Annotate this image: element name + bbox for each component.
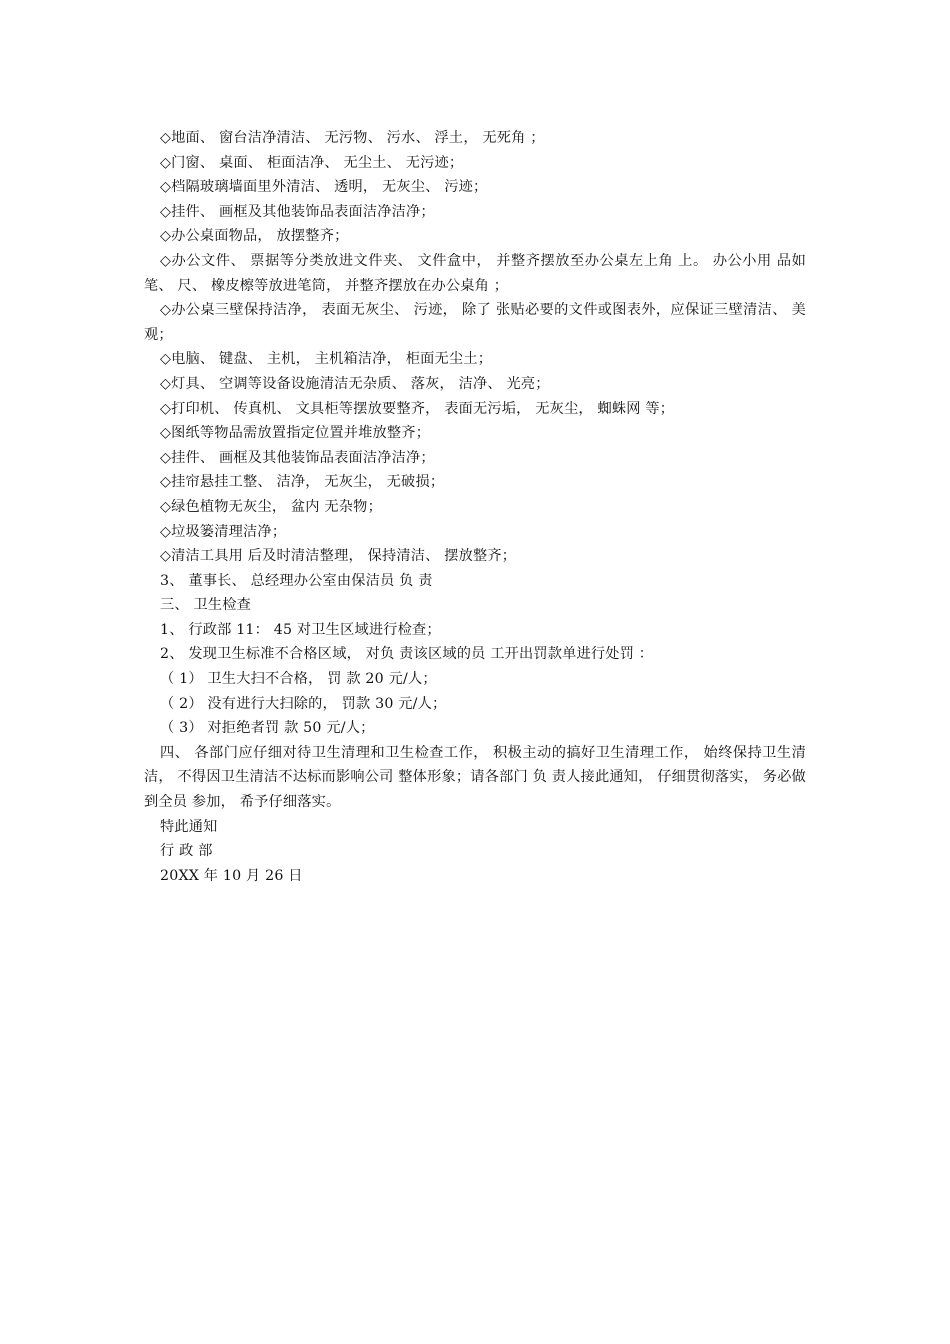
paragraph-penalty-3: （ 3） 对拒绝者罚 款 50 元/人； (160, 720, 375, 737)
paragraph-floor-windowsill: ◇地面、 窗台洁净清洁、 无污物、 污水、 浮土， 无死角 ； (160, 130, 545, 146)
paragraph-glass-partition: ◇档隔玻璃墙面里外清洁、 透明， 无灰尘、 污迹； (160, 179, 488, 196)
paragraph-plants: ◇绿色植物无灰尘， 盆内 无杂物； (160, 498, 382, 515)
paragraph-office-files: ◇办公文件、 票据等分类放进文件夹、 文件盒中， 并整齐摆放至办公桌左上角 上。 办公小用 品如笔、 尺、 橡皮檫等放进笔筒， 并整齐摆放在办公桌角 ； (144, 252, 806, 294)
paragraph-cleaning-tools: ◇清洁工具用 后及时清洁整理， 保持清洁、 摆放整齐； (160, 548, 517, 565)
paragraph-lighting-ac: ◇灯具、 空调等设备设施清洁无杂质、 落灰， 洁净、 光亮； (160, 375, 550, 392)
paragraph-inspection-time: 1、 行政部 11： 45 对卫生区域进行检查； (160, 621, 441, 638)
paragraph-decorations-2: ◇挂件、 画框及其他装饰品表面洁净洁净； (160, 449, 435, 466)
section-heading-inspection: 三、 卫生检查 (160, 597, 252, 614)
paragraph-curtains: ◇挂帘悬挂工整、 洁净， 无灰尘， 无破损； (160, 474, 445, 491)
paragraph-penalty-1: （ 1） 卫生大扫不合格， 罚 款 20 元/人； (160, 671, 437, 688)
paragraph-printer-fax: ◇打印机、 传真机、 文具柜等摆放要整齐， 表面无污垢， 无灰尘， 蜘蛛网 等； (160, 400, 675, 417)
paragraph-doors-desks: ◇门窗、 桌面、 柜面洁净、 无尘土、 无污迹； (160, 154, 464, 171)
paragraph-penalty-intro: 2、 发现卫生标准不合格区域， 对负 责该区域的员 工开出罚款单进行处罚 ： (160, 646, 654, 663)
signature-department: 行 政 部 (160, 843, 213, 860)
document-body (144, 126, 806, 888)
paragraph-executive-office: 3、 董事长、 总经理办公室由保洁员 负 责 (160, 572, 433, 589)
signature-date: 20XX 年 10 月 26 日 (160, 867, 303, 884)
paragraph-desk-items: ◇办公桌面物品， 放摆整齐； (160, 228, 349, 245)
paragraph-trash-bin: ◇垃圾篓清理洁净； (160, 523, 287, 540)
closing-notice: 特此通知 (160, 818, 218, 835)
paragraph-computer: ◇电脑、 键盘、 主机， 主机箱洁净， 柜面无尘土； (160, 351, 493, 368)
paragraph-drawings: ◇图纸等物品需放置指定位置并堆放整齐； (160, 425, 431, 442)
paragraph-decorations: ◇挂件、 画框及其他装饰品表面洁净洁净； (160, 203, 435, 220)
paragraph-desk-walls: ◇办公桌三壁保持洁净， 表面无灰尘、 污迹， 除了 张贴必要的文件或图表外，应保证三壁清洁、 美观； (144, 302, 806, 343)
paragraph-penalty-2: （ 2） 没有进行大扫除的， 罚款 30 元/人； (160, 695, 447, 712)
paragraph-department-notice: 四、 各部门应仔细对待卫生清理和卫生检查工作， 积极主动的搞好卫生清理工作， 始终保持卫生清洁， 不得因卫生清洁不达标而影响公司 整体形象；请各部门 负 责人接此通知， 仔细贯彻落实， 务必做到全员 参加， 希予仔细落实。 (144, 744, 806, 811)
